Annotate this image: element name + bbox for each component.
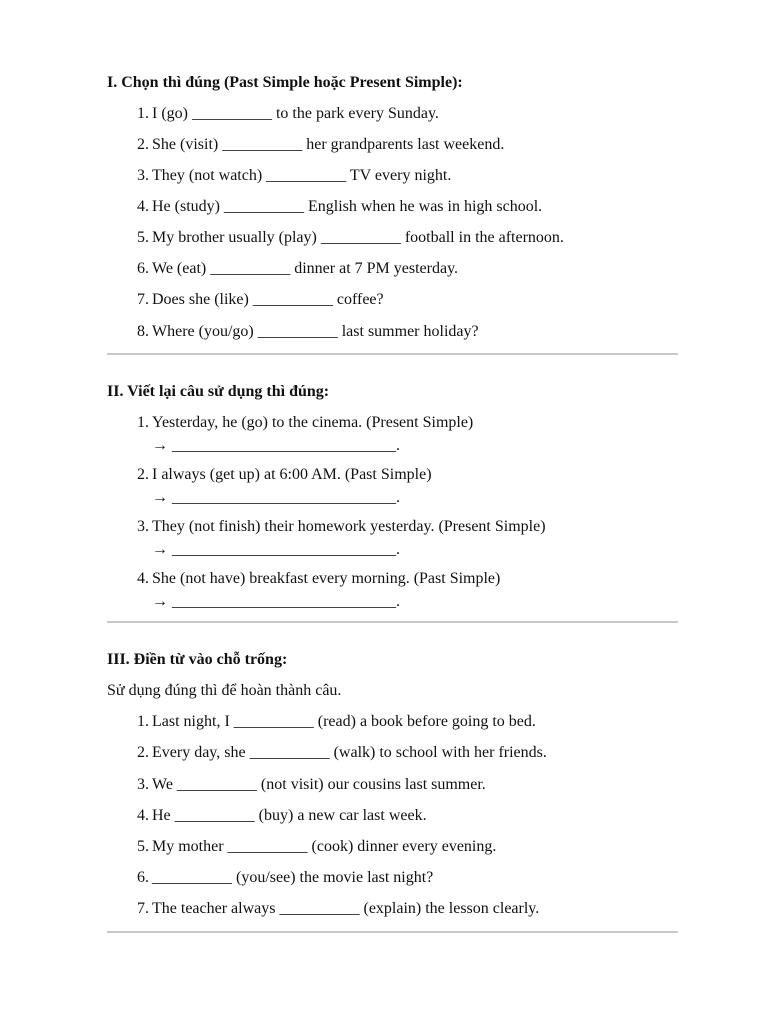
item-number: 2. (137, 136, 149, 153)
section-1-title: I. Chọn thì đúng (Past Simple hoặc Present Simple): (107, 74, 463, 91)
item-number: 5. (137, 229, 149, 246)
answer-line: → ____________________________. (152, 541, 400, 558)
section-3-title: III. Điền từ vào chỗ trống: (107, 651, 288, 668)
item-text: Every day, she __________ (walk) to school with her friends. (152, 744, 547, 761)
section-divider (107, 353, 678, 355)
section-divider (107, 621, 678, 623)
item-text: __________ (you/see) the movie last night? (152, 869, 434, 886)
answer-line: → ____________________________. (152, 489, 400, 506)
item-text: My mother __________ (cook) dinner every evening. (152, 838, 497, 855)
item-text: He __________ (buy) a new car last week. (152, 807, 427, 824)
item-number: 4. (137, 807, 149, 824)
item-number: 6. (137, 869, 149, 886)
item-number: 1. (137, 414, 149, 431)
item-text: I (go) __________ to the park every Sunday. (152, 105, 439, 122)
item-text: We __________ (not visit) our cousins last summer. (152, 776, 486, 793)
item-text: I always (get up) at 6:00 AM. (Past Simple) (152, 466, 432, 483)
item-number: 3. (137, 776, 149, 793)
item-number: 5. (137, 838, 149, 855)
item-number: 7. (137, 900, 149, 917)
item-text: He (study) __________ English when he was in high school. (152, 198, 543, 215)
item-text: They (not watch) __________ TV every night. (152, 167, 452, 184)
item-number: 1. (137, 105, 149, 122)
answer-line: → ____________________________. (152, 437, 400, 454)
item-number: 2. (137, 744, 149, 761)
item-text: She (visit) __________ her grandparents last weekend. (152, 136, 505, 153)
item-number: 4. (137, 570, 149, 587)
answer-line: → ____________________________. (152, 593, 400, 610)
section-divider (107, 931, 678, 933)
item-number: 6. (137, 260, 149, 277)
item-text: They (not finish) their homework yesterday. (Present Simple) (152, 518, 546, 535)
item-number: 1. (137, 713, 149, 730)
item-number: 7. (137, 291, 149, 308)
item-text: Where (you/go) __________ last summer holiday? (152, 323, 479, 340)
item-number: 2. (137, 466, 149, 483)
item-text: The teacher always __________ (explain) the lesson clearly. (152, 900, 540, 917)
section-2-title: II. Viết lại câu sử dụng thì đúng: (107, 383, 330, 400)
item-text: We (eat) __________ dinner at 7 PM yesterday. (152, 260, 459, 277)
item-number: 3. (137, 518, 149, 535)
section-3-instructions: Sử dụng đúng thì để hoàn thành câu. (107, 682, 342, 699)
item-text: Last night, I __________ (read) a book before going to bed. (152, 713, 536, 730)
item-text: My brother usually (play) __________ football in the afternoon. (152, 229, 564, 246)
item-number: 8. (137, 323, 149, 340)
item-text: She (not have) breakfast every morning. (Past Simple) (152, 570, 501, 587)
item-number: 4. (137, 198, 149, 215)
item-number: 3. (137, 167, 149, 184)
item-text: Does she (like) __________ coffee? (152, 291, 384, 308)
item-text: Yesterday, he (go) to the cinema. (Present Simple) (152, 414, 474, 431)
